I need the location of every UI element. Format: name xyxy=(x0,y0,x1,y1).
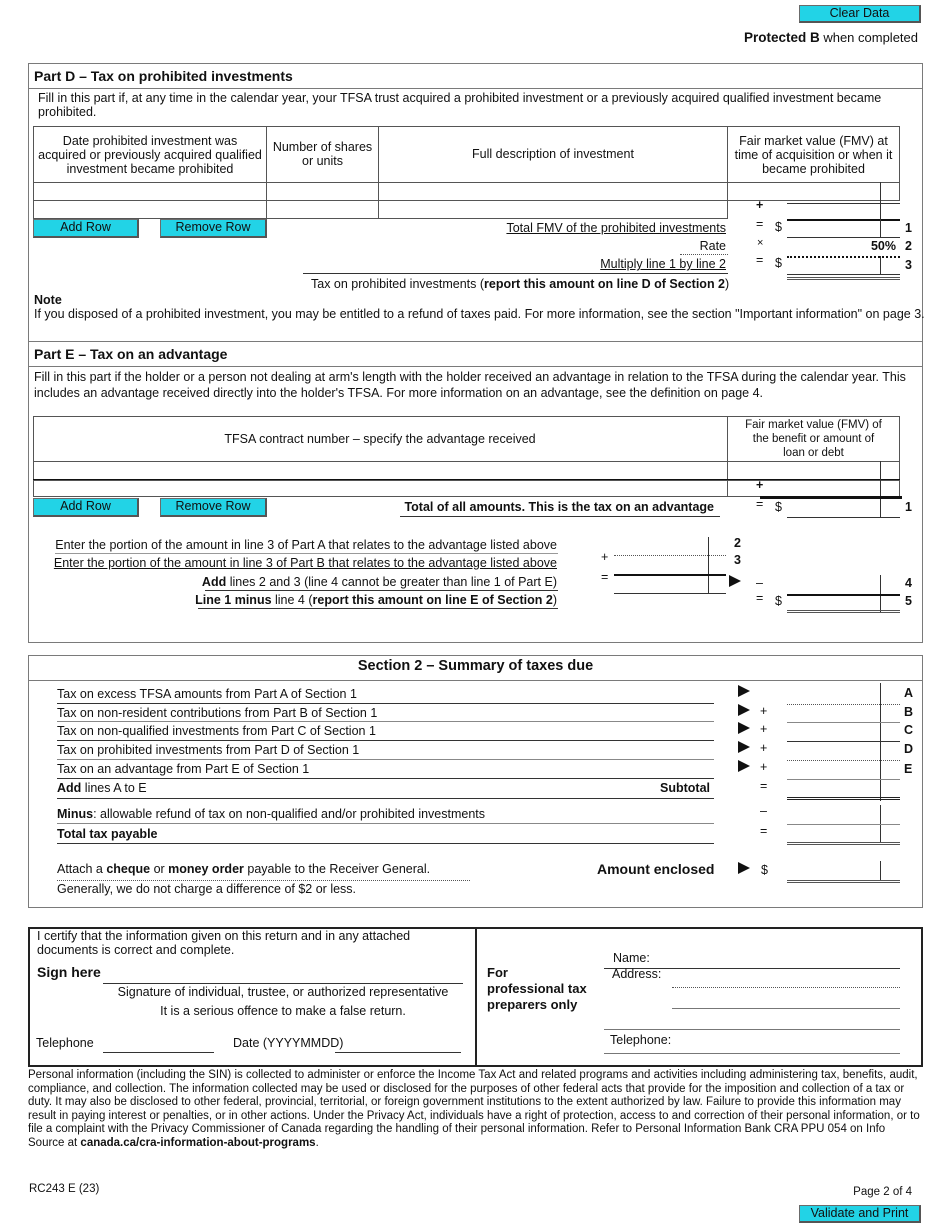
part-d-col-date: Date prohibited investment was acquired or previously acquired qualified investment became prohibited xyxy=(38,134,262,176)
section-2-subtotal-rest: lines A to E xyxy=(81,781,147,795)
section-2-line-c-letter: C xyxy=(904,723,914,737)
part-e-title: Part E – Tax on an advantage xyxy=(34,346,228,362)
part-e-row2-fmv[interactable] xyxy=(727,480,900,497)
part-d-note-text: If you disposed of a prohibited investment, you may be entitled to a refund of taxes paid. For more information, see the section "Important information" on page 3. xyxy=(34,307,925,321)
privacy-end: . xyxy=(315,1136,319,1149)
section-2-line-d-op: + xyxy=(760,741,768,755)
form-id: RC243 E (23) xyxy=(29,1183,100,1195)
section-2-amount-currency: $ xyxy=(761,863,768,877)
part-d-row1-desc[interactable] xyxy=(378,182,728,201)
preparer-telephone-label: Telephone: xyxy=(610,1033,672,1047)
section-2-line-e-label: Tax on an advantage from Part E of Section 1 xyxy=(57,762,310,776)
part-d-plus: + xyxy=(756,198,764,212)
part-e-line1-op: = xyxy=(756,497,764,511)
part-e-line2-input[interactable] xyxy=(614,538,706,553)
part-e-line4-num: 4 xyxy=(905,576,912,590)
part-e-line1-label: Total of all amounts. This is the tax on an advantage xyxy=(404,500,714,514)
part-d-tax-note-bold: report this amount on line D of Section 2 xyxy=(484,277,726,291)
part-e-line3-op: + xyxy=(601,550,609,564)
clear-data-button[interactable]: Clear Data xyxy=(799,5,921,23)
part-d-line3-num: 3 xyxy=(905,258,912,272)
part-e-plus: + xyxy=(756,478,764,492)
part-e-col-fmv: Fair market value (FMV) of the benefit or amount of loan or debt xyxy=(745,419,882,459)
part-d-line1-num: 1 xyxy=(905,221,912,235)
part-d-intro: Fill in this part if, at any time in the calendar year, your TFSA trust acquired a prohibited investment or a previously acquired qualified investment became prohibited. xyxy=(38,91,882,119)
part-d-line3-currency: $ xyxy=(775,256,782,270)
section-2-line-c-label: Tax on non-qualified investments from Part C of Section 1 xyxy=(57,724,376,738)
section-2-line-d-label: Tax on prohibited investments from Part D of Section 1 xyxy=(57,743,360,757)
part-e-line3-label: Enter the portion of the amount in line 3 of Part B that relates to the advantage listed above xyxy=(53,556,557,570)
telephone-label: Telephone xyxy=(36,1036,94,1050)
part-d-line1-op: = xyxy=(756,217,764,231)
part-d-col-shares: Number of shares or units xyxy=(272,140,373,168)
privacy-text: Personal information (including the SIN) is collected to administer or enforce the Income Tax Act and related programs and activities including administering tax, benefits, audit, compliance, and collection. The information collected may be used or disclosed for the purposes of other federal acts that provide for the imposition and collection of a tax or duty. It may also be disclosed to other federal, provincial, territorial, or foreign government institutions to the extent authorized by law. Failure to provide this information may result in paying interest or penalties, or in other actions. Under the Privacy Act, individuals have a right of protection, access to and correction of their personal information, or to file a complaint with the Privacy Commissioner of Canada regarding the handling of their personal information. Refer to Personal Information Bank CRA PPU 054 on Info Source at xyxy=(28,1069,920,1149)
section-2-subtotal-bold: Add xyxy=(57,781,82,795)
section-2-line-d-letter: D xyxy=(904,742,914,756)
section-2-total-op: = xyxy=(760,824,768,838)
part-e-line2-label: Enter the portion of the amount in line 3 of Part A that relates to the advantage listed above xyxy=(55,538,557,552)
preparer-telephone-field[interactable] xyxy=(604,1053,900,1054)
part-e-intro: Fill in this part if the holder or a person not dealing at arm's length with the holder received an advantage in relation to the TFSA during the calendar year. This includes an advantage received directly into the holder's TFSA. For more information on an advantage, see the definition on page 4. xyxy=(34,370,906,400)
arrow-right-icon xyxy=(738,741,750,753)
part-d-row1-shares[interactable] xyxy=(266,182,379,201)
section-2-total-input[interactable] xyxy=(789,826,878,841)
part-d-row1-date[interactable] xyxy=(33,182,267,201)
privacy-notice xyxy=(28,1069,923,1150)
part-d-line3-label: Multiply line 1 by line 2 xyxy=(600,257,726,271)
arrow-right-icon xyxy=(738,760,750,772)
attach-mid: or xyxy=(150,862,169,876)
protected-b-bold: Protected B xyxy=(743,30,820,45)
part-d-tax-note xyxy=(311,277,729,291)
part-e-add-row-button[interactable]: Add Row xyxy=(33,498,139,517)
section-2-line-d-input[interactable] xyxy=(789,743,878,758)
signature-caption: Signature of individual, trustee, or authorized representative xyxy=(117,985,449,999)
part-d-tax-note-post: ) xyxy=(725,277,730,291)
section-2-line-a-label: Tax on excess TFSA amounts from Part A of Section 1 xyxy=(57,687,357,701)
part-e-line1-num: 1 xyxy=(905,500,912,514)
section-2-line-e-input[interactable] xyxy=(789,762,878,777)
part-e-line1-input[interactable] xyxy=(789,500,878,515)
part-e-line5-input[interactable] xyxy=(789,596,878,610)
part-d-row2-desc[interactable] xyxy=(378,200,728,219)
section-2-title: Section 2 – Summary of taxes due xyxy=(357,658,594,674)
part-d-col-desc: Full description of investment xyxy=(472,147,634,161)
section-2-generally: Generally, we do not charge a difference of $2 or less. xyxy=(57,882,357,896)
part-d-note-title: Note xyxy=(34,293,62,307)
page-number: Page 2 of 4 xyxy=(853,1186,912,1198)
section-2-line-b-input[interactable] xyxy=(789,706,878,721)
part-e-remove-row-button[interactable]: Remove Row xyxy=(160,498,267,517)
part-e-row1-contract[interactable] xyxy=(33,461,728,480)
arrow-right-icon xyxy=(738,704,750,716)
section-2-minus-op: – xyxy=(760,804,767,818)
offence-text: It is a serious offence to make a false return. xyxy=(160,1004,406,1018)
section-2-attach-text xyxy=(57,862,430,876)
part-e-col-contract: TFSA contract number – specify the advantage received xyxy=(224,432,536,446)
section-2-subtotal-op: = xyxy=(760,779,768,793)
telephone-field[interactable] xyxy=(103,1052,214,1053)
attach-cheque: cheque xyxy=(106,862,151,876)
preparer-address-line2[interactable] xyxy=(672,1008,900,1009)
part-d-line1-currency: $ xyxy=(775,220,782,234)
part-d-row2-shares[interactable] xyxy=(266,200,379,219)
part-e-line4-minus: – xyxy=(756,576,763,590)
section-2-line-e-op: + xyxy=(760,760,768,774)
part-d-line3-input[interactable] xyxy=(789,258,878,273)
part-e-line1-currency: $ xyxy=(775,500,782,514)
section-2-line-b-letter: B xyxy=(904,705,914,719)
validate-and-print-button[interactable]: Validate and Print xyxy=(799,1205,921,1223)
section-2-subtotal-label xyxy=(57,781,147,795)
part-e-line2-num: 2 xyxy=(734,536,741,550)
part-d-line1-input[interactable] xyxy=(789,221,878,236)
part-e-row2-contract[interactable] xyxy=(33,480,728,497)
section-2-amount-enclosed-input[interactable] xyxy=(789,863,878,878)
part-d-row2-date[interactable] xyxy=(33,200,267,219)
section-2-minus-label xyxy=(57,807,485,821)
part-e-line4-label xyxy=(202,575,557,589)
part-e-line3-input[interactable] xyxy=(614,557,706,572)
section-2-minus-input[interactable] xyxy=(789,807,878,822)
attach-post: payable to the Receiver General. xyxy=(243,862,431,876)
arrow-right-icon xyxy=(738,722,750,734)
part-d-remove-row-button[interactable]: Remove Row xyxy=(160,219,267,238)
part-d-add-row-button[interactable]: Add Row xyxy=(33,219,139,238)
part-d-line2-num: 2 xyxy=(905,239,912,253)
section-2-line-b-op: + xyxy=(760,704,768,718)
part-d-line3-op: = xyxy=(756,253,764,267)
signature-line[interactable] xyxy=(103,983,463,984)
part-e-line3-num: 3 xyxy=(734,553,741,567)
part-d-line1-label: Total FMV of the prohibited investments xyxy=(506,221,726,235)
section-2-minus-bold: Minus xyxy=(57,807,94,821)
section-2-line-a-letter: A xyxy=(904,686,914,700)
part-e-line4-bold: Add xyxy=(201,575,227,589)
attach-money-order: money order xyxy=(168,862,244,876)
section-2-subtotal-tag: Subtotal xyxy=(660,781,710,795)
part-d-col-fmv: Fair market value (FMV) at time of acquisition or when it became prohibited xyxy=(734,134,893,176)
part-e-line5-op: = xyxy=(756,591,764,605)
part-d-line2-label: Rate xyxy=(699,239,726,253)
part-e-line5-currency: $ xyxy=(775,594,782,608)
date-field[interactable] xyxy=(335,1052,461,1053)
preparer-address-line1[interactable] xyxy=(672,987,900,988)
part-e-line5-post: ) xyxy=(552,593,557,607)
arrow-right-icon xyxy=(738,685,750,697)
preparer-address-label: Address: xyxy=(612,967,662,981)
protected-b-label xyxy=(744,30,918,45)
part-e-line5-mid: line 4 ( xyxy=(271,593,313,607)
attach-pre: Attach a xyxy=(57,862,107,876)
protected-b-rest: when completed xyxy=(819,30,918,45)
sign-here-label: Sign here xyxy=(37,964,101,980)
part-d-line2-op: × xyxy=(757,237,764,249)
privacy-link[interactable]: canada.ca/cra-information-about-programs xyxy=(80,1136,316,1149)
section-2-amount-enclosed-label: Amount enclosed xyxy=(597,861,715,877)
section-2-subtotal-input[interactable] xyxy=(789,781,878,796)
preparer-title: For professional tax preparers only xyxy=(487,965,587,1012)
part-e-line4-input[interactable] xyxy=(789,578,878,593)
part-e-line4-inner-input[interactable] xyxy=(614,577,706,592)
part-e-row1-fmv[interactable] xyxy=(727,461,900,480)
certify-text: I certify that the information given on this return and in any attached documents is correct and complete. xyxy=(37,929,411,957)
part-e-line4-op: = xyxy=(601,570,609,584)
section-2-total-label: Total tax payable xyxy=(57,827,158,841)
section-2-minus-rest: : allowable refund of tax on non-qualified and/or prohibited investments xyxy=(93,807,486,821)
section-2-line-a-input[interactable] xyxy=(789,688,878,703)
part-d-row1-fmv[interactable] xyxy=(727,182,900,201)
part-e-line4-rest: lines 2 and 3 (line 4 cannot be greater than line 1 of Part E) xyxy=(226,575,557,589)
date-label: Date (YYYYMMDD) xyxy=(233,1036,344,1050)
section-2-line-c-op: + xyxy=(760,722,768,736)
part-e-line5-num: 5 xyxy=(905,594,912,608)
part-e-line5-label xyxy=(195,593,557,607)
part-d-tax-note-pre: Tax on prohibited investments ( xyxy=(311,277,485,291)
section-2-line-c-input[interactable] xyxy=(789,724,878,739)
part-e-line5-bold1: Line 1 minus xyxy=(195,593,272,607)
arrow-right-icon xyxy=(738,862,750,874)
part-d-line2-value: 50% xyxy=(870,239,896,253)
section-2-line-e-letter: E xyxy=(904,762,913,776)
part-e-line5-bold2: report this amount on line E of Section 2 xyxy=(312,593,553,607)
arrow-right-icon xyxy=(729,575,741,587)
part-d-title: Part D – Tax on prohibited investments xyxy=(34,68,293,84)
section-2-line-b-label: Tax on non-resident contributions from Part B of Section 1 xyxy=(57,706,378,720)
preparer-name-label: Name: xyxy=(613,951,650,965)
